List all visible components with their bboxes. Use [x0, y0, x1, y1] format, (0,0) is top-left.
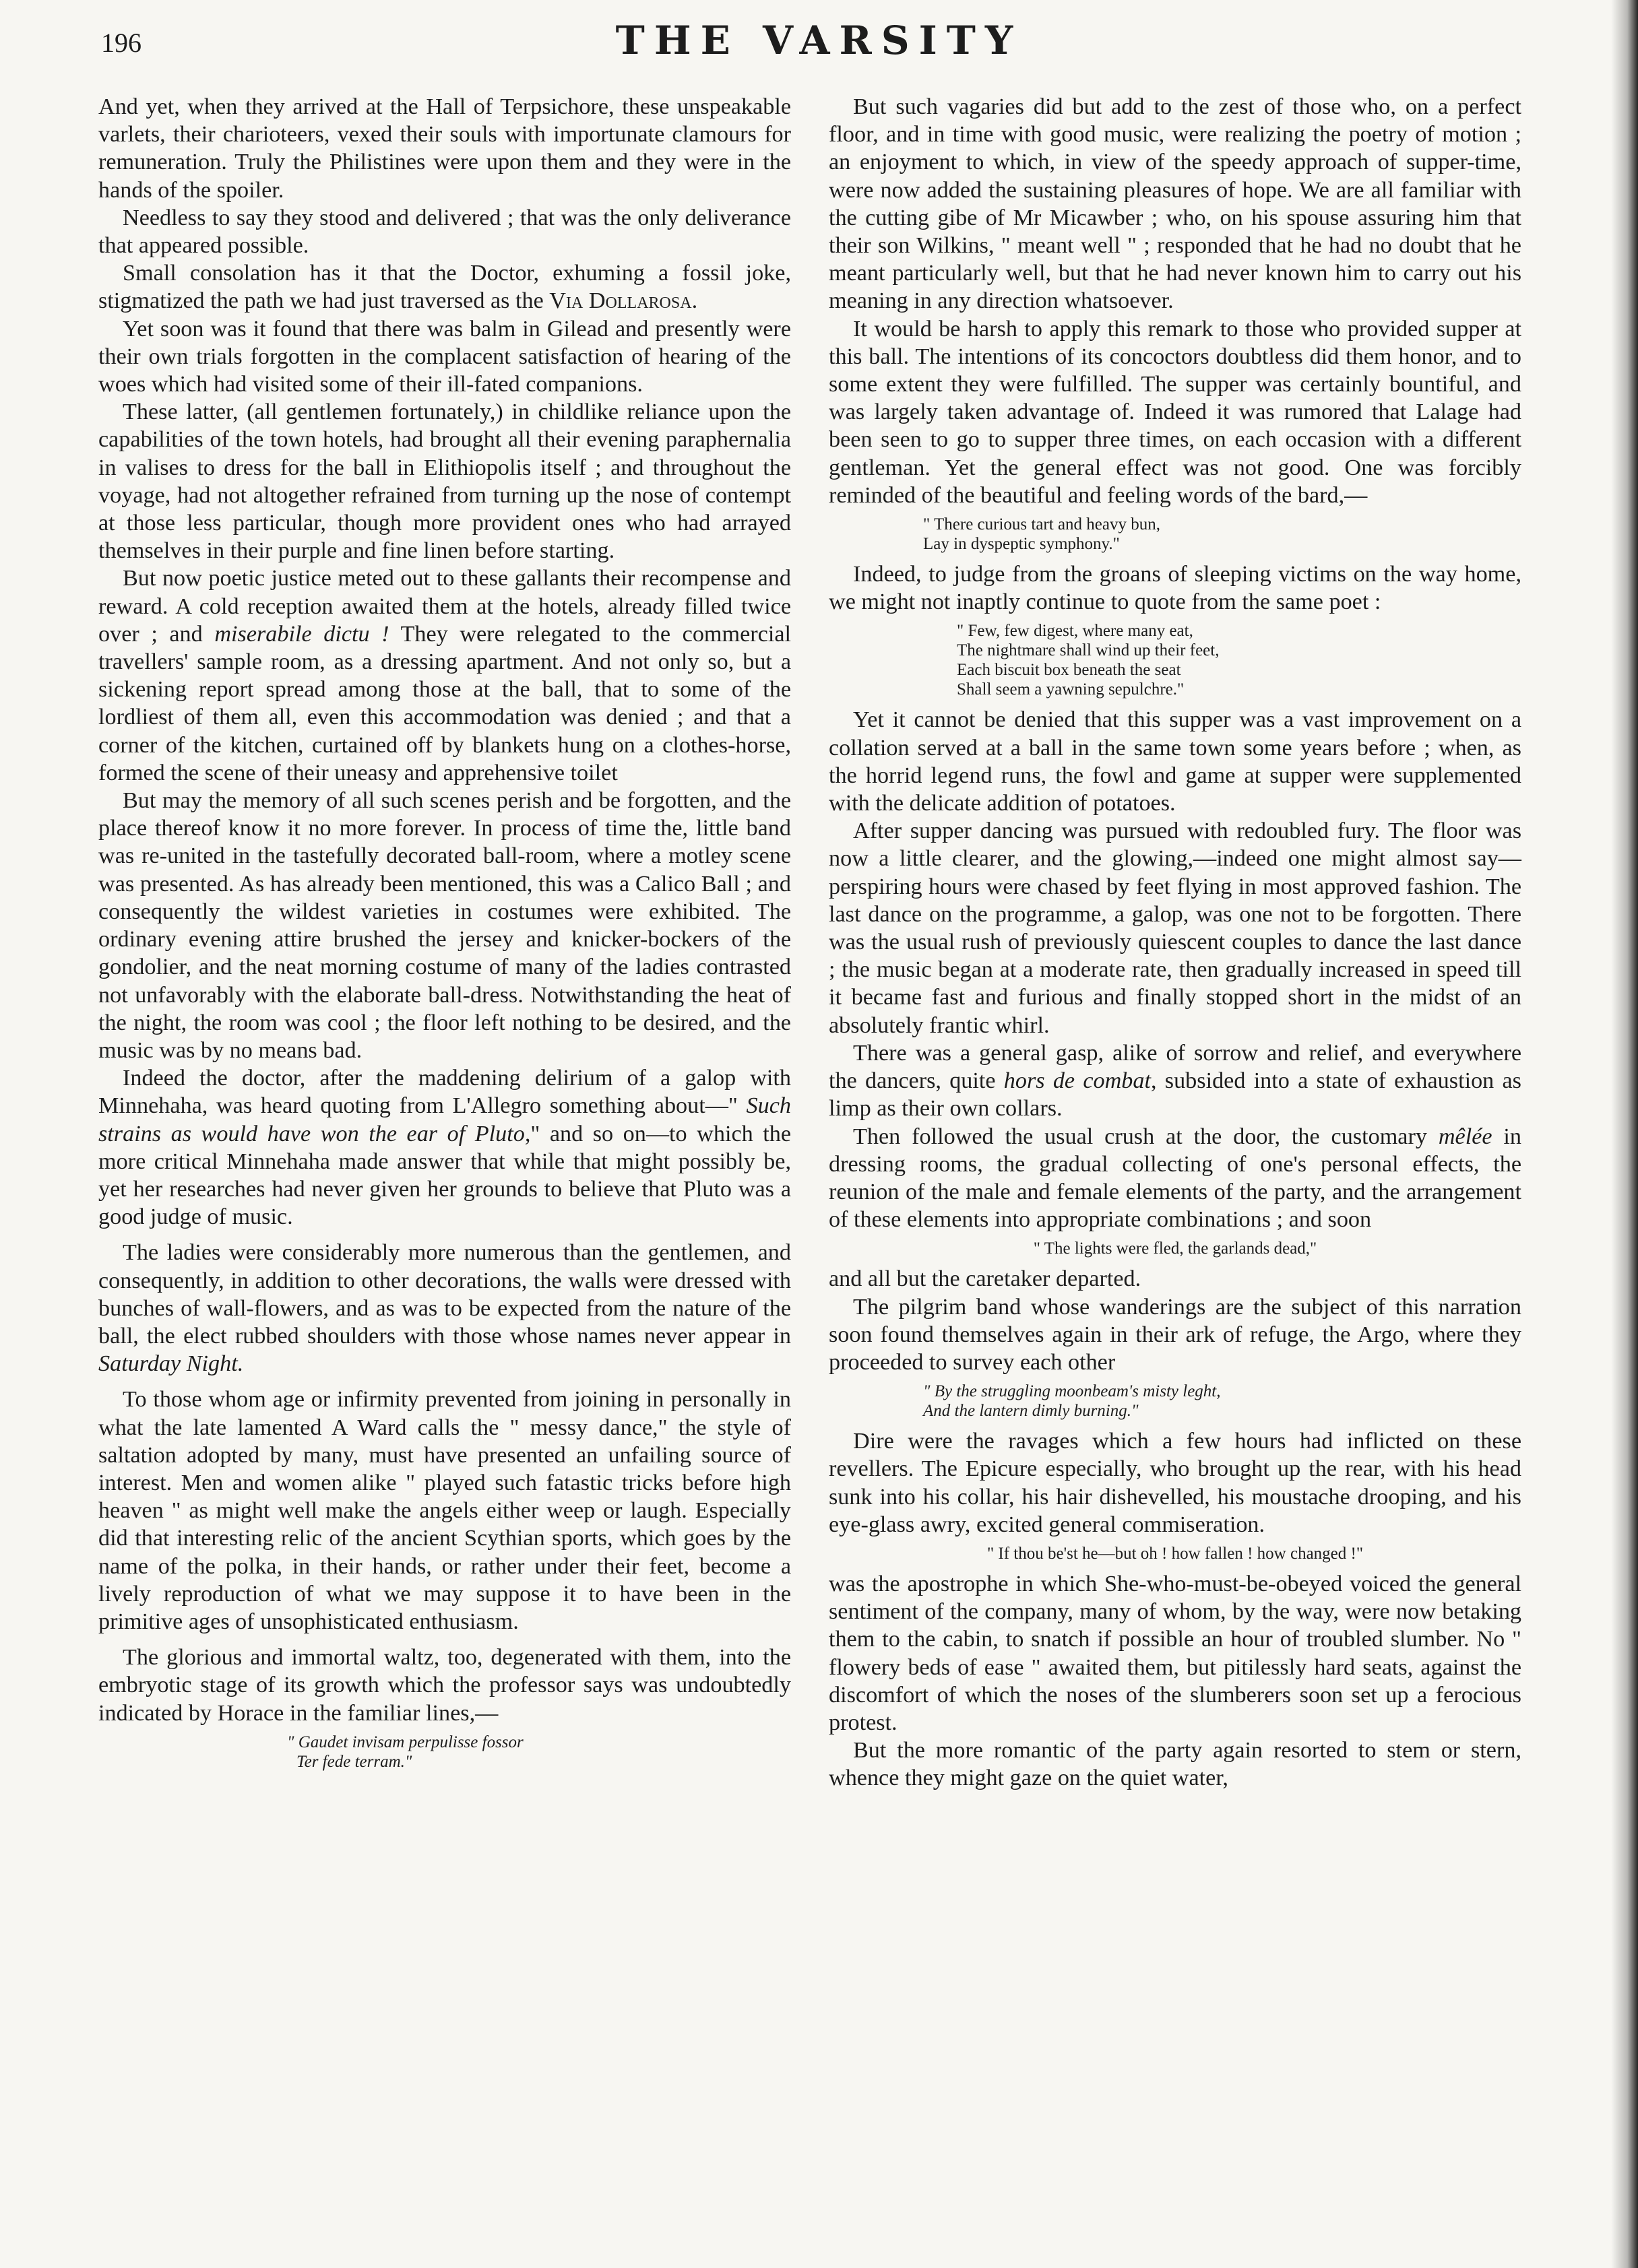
verse-quote — [98, 1732, 791, 1772]
italic-text: Such strains as would have won the ear of Pluto, — [98, 1093, 791, 1146]
italic-text: hors de combat — [1003, 1068, 1151, 1094]
verse-line: Ter fede terram." — [296, 1752, 412, 1771]
paragraph: Needless to say they stood and delivered ; that was the only deliverance that appeared possible. — [98, 205, 791, 259]
paragraph: The pilgrim band whose wanderings are the subject of this narration soon found themselves again in their ark of refuge, the Argo, where they proceeded to survey each other — [829, 1294, 1521, 1375]
paragraph: and all but the caretaker departed. — [829, 1266, 1141, 1292]
verse-line: " The lights were fled, the garlands dead," — [1033, 1239, 1317, 1258]
text-run: Indeed the doctor, after the maddening delirium of a galop with Minnehaha, was heard quoting from L'Allegro something about—" — [98, 1066, 791, 1119]
verse-line: And the lantern dimly burning." — [923, 1402, 1139, 1421]
verse-quote — [829, 1544, 1521, 1563]
verse-line: Each biscuit box beneath the seat — [957, 661, 1181, 680]
paragraph: These latter, (all gentlemen fortunately,) in childlike reliance upon the capabilities of the town hotels, had brought all their evening paraphernalia in valises to dress for the ball in Elithiopolis itself ; and throughout the voyage, had not altogether refrained from turning up the nose of contempt at those less particular, though more provident ones who had arrayed themselves in their purple and fine linen before starting. — [98, 399, 791, 564]
page-number: 196 — [101, 28, 141, 58]
verse-line: The nightmare shall wind up their feet, — [957, 641, 1220, 660]
paragraph — [98, 259, 791, 315]
paragraph: But may the memory of all such scenes perish and be forgotten, and the place thereof know it no more forever. In process of time the, little band was re-united in the tastefully decorated ball-room, where a motley scene was presented. As has already been mentioned, this was a Calico Ball ; and consequently the wildest varieties in costumes were exhibited. The ordinary evening attire brushed the jersey and knicker-bockers of the gondolier, and the neat morning costume of many of the ladies contrasted not unfavorably with the elaborate ball-dress. Notwithstanding the heat of the night, the room was cool ; the floor left nothing to be desired, and the music was by no means bad. — [98, 788, 791, 1063]
paragraph: Dire were the ravages which a few hours had inflicted on these revellers. The Epicure especially, who brought up the rear, with his head sunk into his collar, his hair dishevelled, his moustache drooping, and his eye-glass awry, excited general commiseration. — [829, 1429, 1521, 1537]
verse-line: " If thou be'st he—but oh ! how fallen ! how changed !" — [986, 1544, 1364, 1563]
paragraph: The glorious and immortal waltz, too, degenerated with them, into the embryotic stage of its growth which the professor says was undoubtedly indicated by Horace in the familiar lines,— — [98, 1645, 791, 1726]
scan-edge-shadow — [1611, 0, 1638, 2268]
italic-text: miserabile dictu ! — [214, 621, 389, 647]
verse-quote — [829, 621, 1521, 699]
text-run: Then followed the usual crush at the door, the customary — [853, 1124, 1439, 1149]
paragraph — [98, 564, 791, 787]
italic-text: mêlée — [1438, 1124, 1492, 1149]
left-column — [98, 93, 791, 1778]
paragraph: But such vagaries did but add to the zest of those who, on a perfect floor, and in time with good music, were realizing the poetry of motion ; an enjoyment to which, in view of the speedy approach of supper-time, were now added the sustaining pleasures of hope. We are all familiar with the cutting gibe of Mr Micawber ; who, on his spouse assuring him that their son Wilkins, " meant well " ; responded that he had no doubt that he meant particularly well, but that he had never known him to carry out his meaning in any direction whatsoever. — [829, 94, 1521, 314]
text-run: in dressing rooms, the gradual collecting of one's personal effects, the reunion of the male and female elements of the party, and the arrangement of these elements into appropriate combinations ; and soon — [829, 1124, 1521, 1233]
paragraph: Yet it cannot be denied that this supper was a vast improvement on a collation served at a ball in the same town some years before ; when, as the horrid legend runs, the fowl and game at supper were supplemented with the delicate addition of potatoes. — [829, 707, 1521, 816]
verse-line: " There curious tart and heavy bun, — [923, 515, 1160, 534]
text-run: But now poetic justice meted out to these gallants their recompense and reward. A cold reception awaited them at the hotels, already filled twice over ; and — [98, 566, 791, 647]
verse-quote — [829, 515, 1521, 554]
paragraph — [98, 1064, 791, 1231]
paragraph: After supper dancing was pursued with redoubled fury. The floor was now a little clearer, and the glowing,—indeed one might almost say—perspiring hours were chased by feet flying in most approved fashion. The last dance on the programme, a galop, was one not to be forgotten. There was the usual rush of previously quiescent couples to dance the last dance ; the music began at a moderate rate, then gradually increased in speed till it became fast and furious and finally stopped short in the midst of an absolutely frantic whirl. — [829, 818, 1521, 1038]
masthead-title: THE VARSITY — [615, 18, 1023, 63]
text-run: , subsided into a state of exhaustion as limp as their own collars. — [829, 1068, 1521, 1122]
paragraph: And yet, when they arrived at the Hall of Terpsichore, these unspeakable varlets, their charioteers, vexed their souls with importunate clamours for remuneration. Truly the Philistines were upon them and they were in the hands of the spoiler. — [98, 94, 791, 203]
text-run: There was a general gasp, alike of sorrow and relief, and everywhere the dancers, quite — [829, 1040, 1521, 1094]
small-caps-text: Via Dollarosa — [549, 288, 692, 314]
text-run: They were relegated to the commercial travellers' sample room, as a dressing apartment. And not only so, but a sickening report spread among those at the ball, that to some of the lordliest of them all, even this accommodation was denied ; and that a corner of the kitchen, curtained off by blankets hung on a clothes-horse, formed the scene of their uneasy and apprehensive toilet — [98, 621, 792, 785]
verse-line: Lay in dyspeptic symphony." — [923, 535, 1120, 554]
verse-line: " By the struggling moonbeam's misty leght, — [923, 1382, 1221, 1401]
paragraph: But the more romantic of the party again resorted to stem or stern, whence they might gaze on the quiet water, — [829, 1738, 1521, 1791]
text-run: The ladies were considerably more numerous than the gentlemen, and consequently, in addition to other decorations, the walls were dressed with bunches of wall-flowers, and as was to be expected from the nature of the ball, the elect rubbed shoulders with those whose names never appear in — [98, 1240, 791, 1349]
italic-text: Saturday Night. — [98, 1351, 244, 1377]
paragraph: Indeed, to judge from the groans of sleeping victims on the way home, we might not inaptly continue to quote from the same poet : — [829, 562, 1521, 615]
text-run: " and so on—to which the more critical Minnehaha made answer that while that might possibly be, yet her researches had never given her grounds to believe that Pluto was a good judge of music. — [98, 1121, 792, 1230]
paragraph: Yet soon was it found that there was balm in Gilead and presently were their own trials forgotten in the complacent satisfaction of hearing of the woes which had visited some of their ill-fated companions. — [98, 316, 791, 397]
paragraph — [98, 1239, 791, 1378]
text-run: . — [691, 288, 698, 314]
verse-quote — [829, 1239, 1521, 1258]
verse-line: " Gaudet invisam perpulisse fossor — [287, 1732, 524, 1751]
verse-line: Shall seem a yawning sepulchre." — [957, 680, 1185, 699]
paragraph: was the apostrophe in which She-who-must-be-obeyed voiced the general sentiment of the company, many of whom, by the way, were now betaking them to the cabin, to snatch if possible an hour of troubled slumber. No " flowery beds of ease " awaited them, but pitilessly hard seats, against the discomfort of which the noses of the slumberers soon set up a ferocious protest. — [829, 1571, 1521, 1735]
paragraph — [829, 1123, 1521, 1234]
right-column — [829, 93, 1521, 1792]
paragraph: It would be harsh to apply this remark to those who provided supper at this ball. The intentions of its concoctors doubtless did them honor, and to some extent they were fulfilled. The supper was certainly bountiful, and was largely taken advantage of. Indeed it was rumored that Lalage had been seen to go to supper three times, on each occasion with a different gentleman. Yet the general effect was not good. One was forcibly reminded of the beautiful and feeling words of the bard,— — [829, 316, 1521, 508]
paragraph — [829, 1039, 1521, 1123]
verse-quote — [829, 1382, 1521, 1421]
verse-line: " Few, few digest, where many eat, — [957, 622, 1193, 641]
text-run: Small consolation has it that the Doctor, exhuming a fossil joke, stigmatized the path we had just traversed as the — [98, 261, 791, 314]
paragraph: To those whom age or infirmity prevented from joining in personally in what the late lamented A Ward calls the " messy dance," the style of saltation adopted by many, must have presented an unfailing source of interest. Men and women alike " played such fatastic tricks before high heaven " as might well make the angels either weep or laugh. Especially did that interesting relic of the ancient Scythian sports, which goes by the name of the polka, in their hands, or rather under their feet, become a lively reproduction of what we may suppose it to have been in the primitive ages of unsophisticated enthusiasm. — [98, 1387, 791, 1634]
